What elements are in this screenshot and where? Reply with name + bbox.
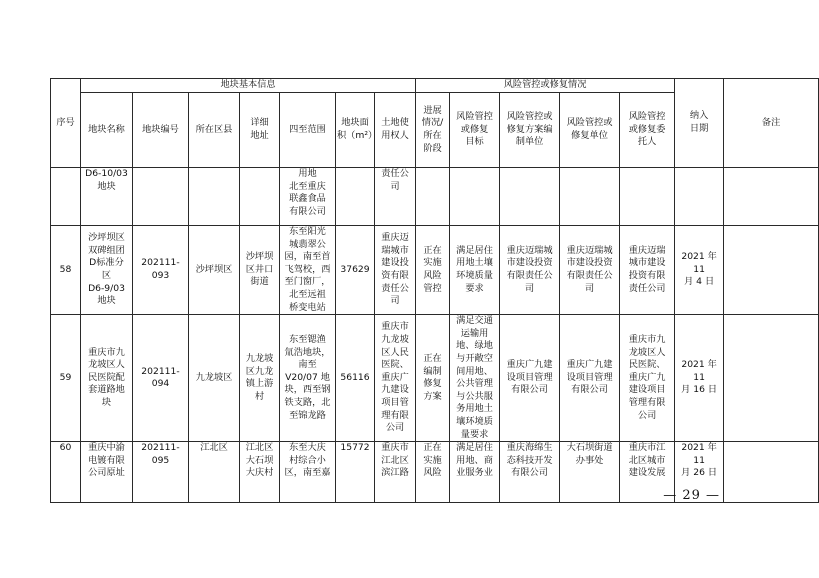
cell-seq [51, 168, 81, 226]
cell-seq: 59 [51, 315, 81, 442]
cell-district [189, 168, 240, 226]
cell-site-code [133, 168, 189, 226]
cell-site-code: 202111-094 [133, 315, 189, 442]
cell-district: 江北区 [189, 442, 240, 503]
header-progress: 进展 情况/ 所在 阶段 [416, 93, 450, 168]
header-district: 所在区县 [189, 93, 240, 168]
header-included-date: 纳入 日期 [675, 79, 724, 168]
cell-client: 重庆迈瑞 城市建设 投资有限 责任公司 [620, 226, 675, 315]
data-table-wrapper [50, 78, 781, 482]
site-risk-table [50, 78, 819, 503]
cell-seq: 58 [51, 226, 81, 315]
cell-progress: 正在 实施 风险 [416, 442, 450, 503]
cell-exec-unit: 重庆迈瑞城 市建设投资 有限责任公 司 [560, 226, 620, 315]
cell-plan-unit: 重庆广九建 设项目管理 有限公司 [500, 315, 560, 442]
cell-address: 江北区 大石坝 大庆村 [240, 442, 280, 503]
header-site-name: 地块名称 [81, 93, 133, 168]
table-row [51, 315, 819, 442]
cell-site-name: 重庆中渝 电镀有限 公司原址 [81, 442, 133, 503]
cell-boundary: 东至大庆 村综合小 区，南至嘉 [280, 442, 336, 503]
cell-site-code: 202111-095 [133, 442, 189, 503]
cell-address: 九龙坡 区九龙 镇上游 村 [240, 315, 280, 442]
cell-target: 满足交通 运输用 地、绿地 与开敞空 间用地、 公共管理 与公共服 务用地土 壤环境质 量要求 [450, 315, 500, 442]
cell-boundary: 东至阳光 城翡翠公 园，南至首 飞驾校，西 至门窗厂， 北至远祖 桥变电站 [280, 226, 336, 315]
cell-date: 2021 年 11 月 4 日 [675, 226, 724, 315]
cell-site-name: 沙坪坝区 双碑组团 D标准分 区 D6-9/03 地块 [81, 226, 133, 315]
cell-exec-unit [560, 168, 620, 226]
cell-area [336, 168, 375, 226]
cell-district: 九龙坡区 [189, 315, 240, 442]
cell-land-owner: 重庆市 九龙坡 区人民 医院、 重庆广 九建设 项目管 理有限 公司 [375, 315, 416, 442]
cell-boundary: 用地 北至重庆 联鑫食品 有限公司 [280, 168, 336, 226]
header-target: 风险管控 或修复 目标 [450, 93, 500, 168]
table-row [51, 226, 819, 315]
cell-area: 56116 [336, 315, 375, 442]
cell-remark [724, 442, 819, 503]
cell-client: 重庆市江 北区城市 建设发展 [620, 442, 675, 503]
header-group-risk-control: 风险管控或修复情况 [416, 79, 675, 93]
cell-date: 2021 年 11 月 16 日 [675, 315, 724, 442]
table-row [51, 168, 819, 226]
cell-district: 沙坪坝区 [189, 226, 240, 315]
header-site-code: 地块编号 [133, 93, 189, 168]
header-exec-unit: 风险管控或 修复单位 [560, 93, 620, 168]
header-group-basic-info: 地块基本信息 [81, 79, 416, 93]
cell-seq: 60 [51, 442, 81, 503]
cell-remark [724, 226, 819, 315]
cell-area: 37629 [336, 226, 375, 315]
cell-target: 满足居住 用地土壤 环境质量 要求 [450, 226, 500, 315]
cell-address [240, 168, 280, 226]
cell-land-owner: 重庆迈 瑞城市 建设投 资有限 责任公 司 [375, 226, 416, 315]
cell-target [450, 168, 500, 226]
cell-progress: 正在 实施 风险 管控 [416, 226, 450, 315]
cell-boundary: 东至锶渔 氚浩地块， 南至 V20/07 地 块，西至钢 铁支路，北 至锦龙路 [280, 315, 336, 442]
cell-site-code: 202111-093 [133, 226, 189, 315]
cell-progress: 正在 编制 修复 方案 [416, 315, 450, 442]
header-client: 风险管控 或修复委 托人 [620, 93, 675, 168]
cell-plan-unit: 重庆海绵生 态科技开发 有限公司 [500, 442, 560, 503]
cell-site-name: D6-10/03 地块 [81, 168, 133, 226]
header-plan-unit: 风险管控或 修复方案编 制单位 [500, 93, 560, 168]
cell-site-name: 重庆市九 龙坡区人 民医院配 套道路地 块 [81, 315, 133, 442]
cell-remark [724, 315, 819, 442]
cell-remark [724, 168, 819, 226]
cell-exec-unit: 大石坝街道 办事处 [560, 442, 620, 503]
cell-land-owner: 重庆市 江北区 滨江路 [375, 442, 416, 503]
cell-plan-unit: 重庆迈瑞城 市建设投资 有限责任公 司 [500, 226, 560, 315]
header-area: 地块面 积（m²） [336, 93, 375, 168]
header-address: 详细 地址 [240, 93, 280, 168]
cell-date [675, 168, 724, 226]
header-seq: 序号 [51, 79, 81, 168]
cell-address: 沙坪坝 区井口 街道 [240, 226, 280, 315]
cell-exec-unit: 重庆广九建 设项目管理 有限公司 [560, 315, 620, 442]
cell-land-owner: 责任公 司 [375, 168, 416, 226]
cell-client: 重庆市九 龙坡区人 民医院、 重庆广九 建设项目 管理有限 公司 [620, 315, 675, 442]
cell-plan-unit [500, 168, 560, 226]
page-number: — 29 — [663, 488, 720, 503]
cell-date: 2021 年 11 月 26 日 [675, 442, 724, 503]
header-boundary: 四至范围 [280, 93, 336, 168]
cell-area: 15772 [336, 442, 375, 503]
cell-progress [416, 168, 450, 226]
cell-target: 满足居住 用地、商 业服务业 [450, 442, 500, 503]
cell-client [620, 168, 675, 226]
header-land-owner: 土地使 用权人 [375, 93, 416, 168]
header-remarks: 备注 [724, 79, 819, 168]
